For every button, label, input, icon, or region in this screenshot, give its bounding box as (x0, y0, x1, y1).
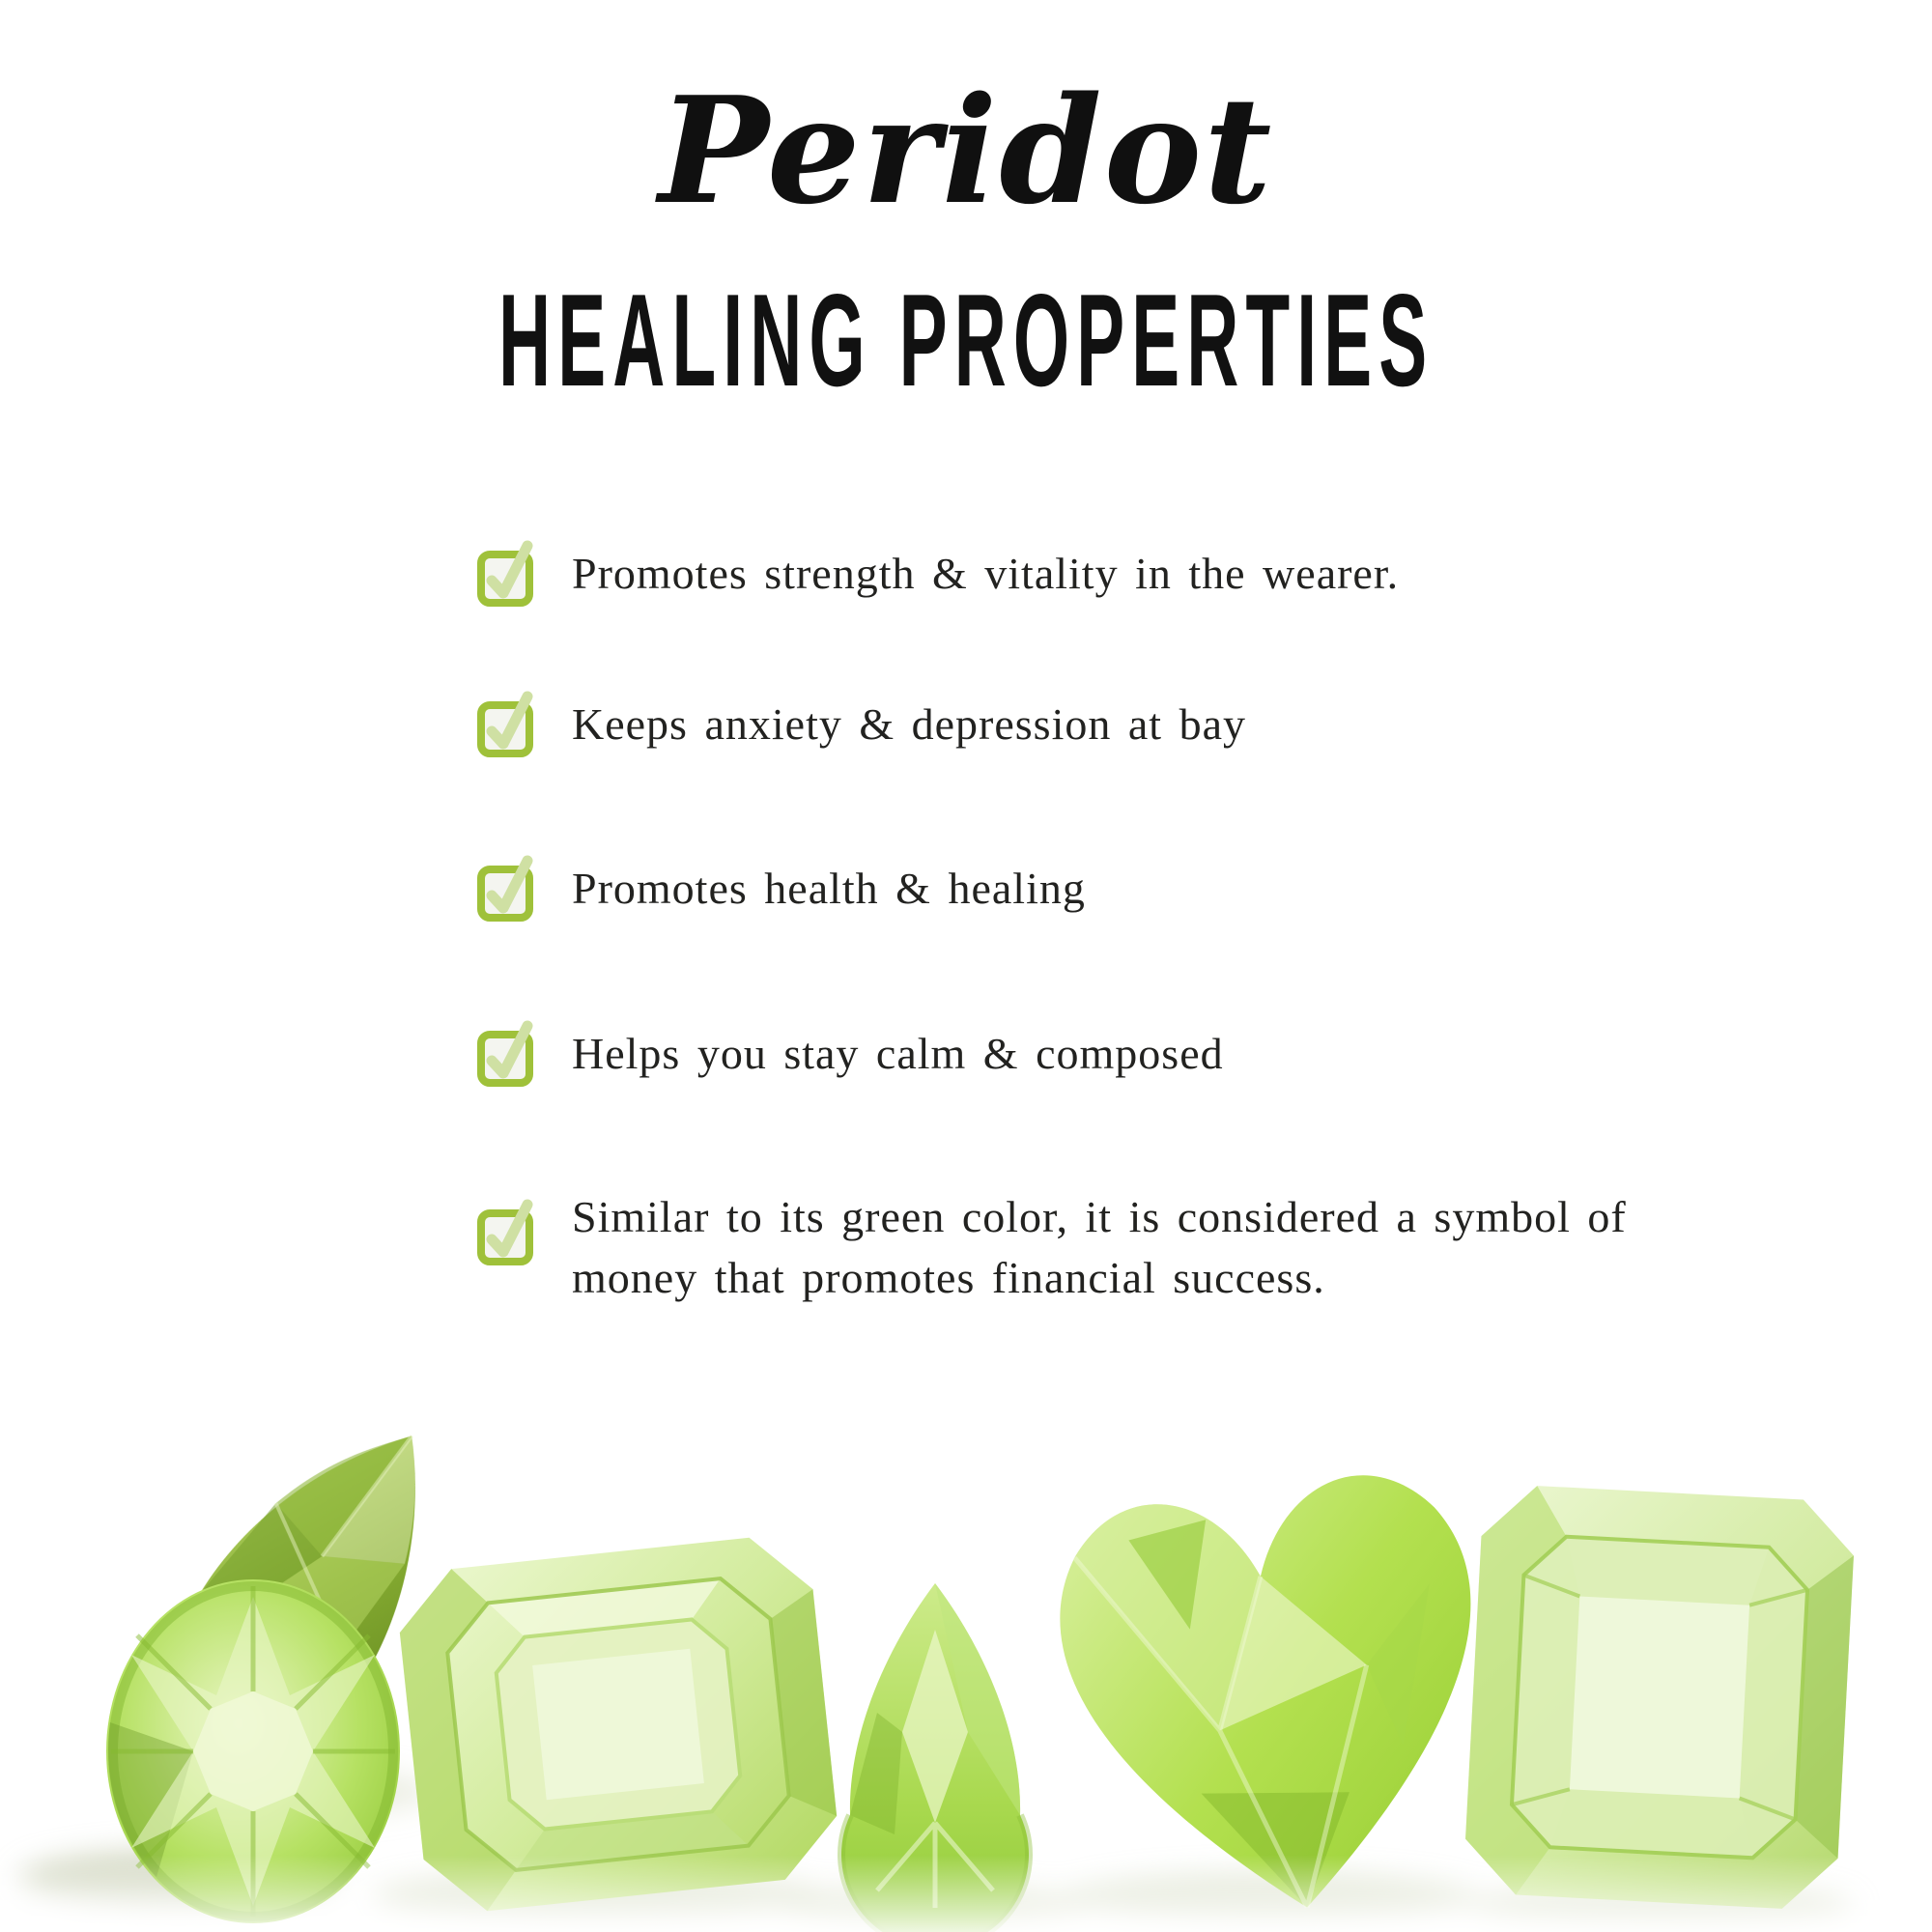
checked-checkbox-icon (477, 1196, 537, 1267)
list-item-text: Keeps anxiety & depression at bay (572, 698, 1246, 749)
gem-square-step-cut (1463, 1483, 1857, 1912)
peridot-gemstones-photo (0, 1377, 1932, 1932)
page-subtitle: HEALING PROPERTIES (497, 267, 1435, 413)
list-item (477, 688, 1246, 759)
checked-checkbox-icon (477, 537, 537, 609)
list-item-text: Helps you stay calm & composed (572, 1028, 1224, 1078)
list-item-text: Promotes strength & vitality in the wearer. (572, 548, 1400, 598)
list-item (477, 1186, 1683, 1308)
list-item (477, 852, 1086, 923)
checked-checkbox-icon (477, 1017, 537, 1089)
list-item-text: Similar to its green color, it is considered a symbol of money that promotes financial success. (572, 1192, 1627, 1302)
bottom-fade (0, 1855, 1932, 1932)
list-item-text: Promotes health & healing (572, 863, 1086, 913)
list-item (477, 1017, 1224, 1089)
list-item (477, 537, 1399, 609)
page-title: Peridot (658, 64, 1274, 237)
checked-checkbox-icon (477, 688, 537, 759)
checked-checkbox-icon (477, 852, 537, 923)
